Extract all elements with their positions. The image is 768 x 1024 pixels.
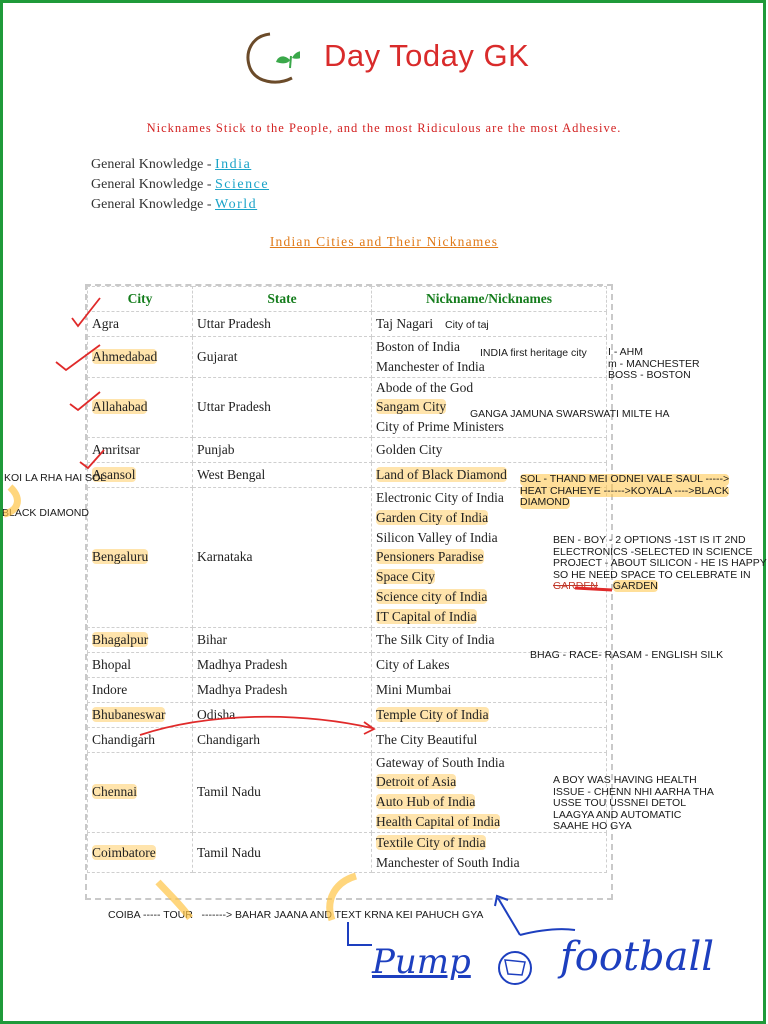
city-cell: Chandigarh: [88, 727, 193, 752]
brand-name: Day Today GK: [324, 38, 530, 73]
nickname-item: Electronic City of India: [376, 489, 504, 505]
nickname-cell: [372, 727, 607, 752]
table-row: [88, 752, 607, 832]
table-row: [88, 832, 607, 873]
header-nicknames: Nickname/Nicknames: [372, 287, 607, 312]
annotation-agra: City of taj: [445, 319, 489, 331]
brand-logo[interactable]: [240, 28, 540, 88]
nickname-item: Temple City of India: [376, 706, 489, 722]
table-row: [88, 727, 607, 752]
nickname-item: Space City: [376, 569, 435, 585]
state-cell: Punjab: [193, 437, 372, 462]
nickname-item: Garden City of India: [376, 509, 489, 525]
city-cell: Ahmedabad: [88, 337, 193, 378]
gk-line-world: General Knowledge - World: [91, 197, 258, 212]
header-city: City: [88, 287, 193, 312]
nickname-item: Sangam City: [376, 399, 447, 415]
city-cell: Asansol: [88, 462, 193, 487]
annotation-allahabad: GANGA JAMUNA SWARSWATI MILTE HA: [470, 408, 670, 420]
table-body: [88, 312, 607, 873]
header-state: State: [193, 287, 372, 312]
table-row: [88, 312, 607, 337]
nickname-item: Land of Black Diamond: [376, 467, 507, 483]
table-row: [88, 437, 607, 462]
arrow-icon: [498, 898, 520, 935]
nickname-cell: [372, 437, 607, 462]
city-cell: Bhubaneswar: [88, 702, 193, 727]
nickname-item: Gateway of South India: [376, 754, 505, 770]
city-cell: Chennai: [88, 752, 193, 832]
nickname-item: Health Capital of India: [376, 813, 501, 829]
city-cell: Coimbatore: [88, 832, 193, 873]
state-cell: Uttar Pradesh: [193, 377, 372, 437]
state-cell: Madhya Pradesh: [193, 677, 372, 702]
handwriting-football: football: [560, 934, 715, 980]
city-cell: Bhopal: [88, 652, 193, 677]
nickname-item: City of Prime Ministers: [376, 419, 504, 435]
cities-table: [87, 286, 607, 873]
annotation-ahmedabad-heritage: INDIA first heritage city: [480, 347, 587, 359]
nickname-item: Silicon Valley of India: [376, 529, 498, 545]
section-title[interactable]: Indian Cities and Their Nicknames: [269, 234, 499, 249]
link-world[interactable]: World: [215, 197, 258, 212]
table-row: [88, 652, 607, 677]
nickname-item: Science city of India: [376, 588, 488, 604]
city-cell: Allahabad: [88, 377, 193, 437]
state-cell: Odisha: [193, 702, 372, 727]
state-cell: Chandigarh: [193, 727, 372, 752]
city-cell: Bengaluru: [88, 487, 193, 627]
table-row: [88, 677, 607, 702]
annotation-bengaluru: BEN - BOY - 2 OPTIONS -1ST IS IT 2ND ELECTRONICS -SELECTED IN SCIENCE PROJECT - ABOUT SILICON - HE IS HAPPY SO HE NEED SPACE TO CELEBRATE IN GARDEN GARDEN: [553, 534, 767, 592]
nickname-cell: [372, 832, 607, 873]
nickname-item: The Silk City of India: [376, 631, 495, 647]
city-cell: Bhagalpur: [88, 627, 193, 652]
state-cell: West Bengal: [193, 462, 372, 487]
state-cell: Tamil Nadu: [193, 752, 372, 832]
nickname-item: Manchester of South India: [376, 854, 520, 870]
annotation-coimbatore: COIBA ----- TOUR -------> BAHAR JAANA AND TEXT KRNA KEI PAHUCH GYA: [108, 909, 484, 921]
state-cell: Gujarat: [193, 337, 372, 378]
nickname-item: Auto Hub of India: [376, 794, 476, 810]
table-row: [88, 702, 607, 727]
annotation-asansol-black-diamond: BLACK DIAMOND: [2, 507, 89, 519]
state-cell: Bihar: [193, 627, 372, 652]
gk-line-india: General Knowledge - India: [91, 157, 252, 172]
nickname-item: Mini Mumbai: [376, 681, 452, 697]
city-cell: Agra: [88, 312, 193, 337]
football-drawing-icon: [499, 952, 531, 984]
nickname-item: Pensioners Paradise: [376, 549, 484, 565]
state-cell: Tamil Nadu: [193, 832, 372, 873]
annotation-asansol-right: SOL - THAND MEI ODNEI VALE SAUL -----> HEAT CHAHEYE ------>KOYALA ---->BLACK DIAMOND: [520, 473, 730, 508]
annotation-asansol-left: KOI LA RHA HAI SOL: [4, 472, 107, 484]
link-india[interactable]: India: [215, 157, 252, 172]
table-row: [88, 627, 607, 652]
nickname-item: IT Capital of India: [376, 608, 477, 624]
state-cell: Karnataka: [193, 487, 372, 627]
nickname-item: Taj Nagari: [376, 316, 434, 332]
nickname-cell: [372, 312, 607, 337]
nickname-item: Manchester of India: [376, 358, 485, 374]
city-cell: Indore: [88, 677, 193, 702]
quote-text: Nicknames Stick to the People, and the most Ridiculous are the most Adhesive.: [146, 121, 622, 135]
state-cell: Uttar Pradesh: [193, 312, 372, 337]
nickname-item: Abode of the God: [376, 379, 474, 395]
annotation-chennai: A BOY WAS HAVING HEALTH ISSUE - CHENN NHI AARHA THA USSE TOU USSNEI DETOL LAAGYA AND AUTOMATIC SAAHE HO GYA: [553, 774, 714, 832]
gk-line-science: General Knowledge - Science: [91, 177, 270, 192]
nickname-item: The City Beautiful: [376, 731, 478, 747]
brand-swoosh-icon: [240, 28, 300, 88]
nickname-item: Textile City of India: [376, 834, 486, 850]
nickname-item: Detroit of Asia: [376, 774, 457, 790]
nickname-item: Golden City: [376, 442, 443, 458]
nickname-cell: [372, 702, 607, 727]
table-header-row: [88, 287, 607, 312]
nickname-item: Boston of India: [376, 339, 460, 354]
nickname-cell: [372, 677, 607, 702]
annotation-bhagalpur: BHAG - RACE- RASAM - ENGLISH SILK: [530, 649, 724, 661]
state-cell: Madhya Pradesh: [193, 652, 372, 677]
nickname-item: City of Lakes: [376, 656, 450, 672]
link-science[interactable]: Science: [215, 177, 270, 192]
city-cell: Amritsar: [88, 437, 193, 462]
handwriting-pump: Pump: [372, 942, 471, 982]
annotation-ahmedabad-mnemonic: I - AHM m - MANCHESTER BOSS - BOSTON: [608, 346, 700, 381]
